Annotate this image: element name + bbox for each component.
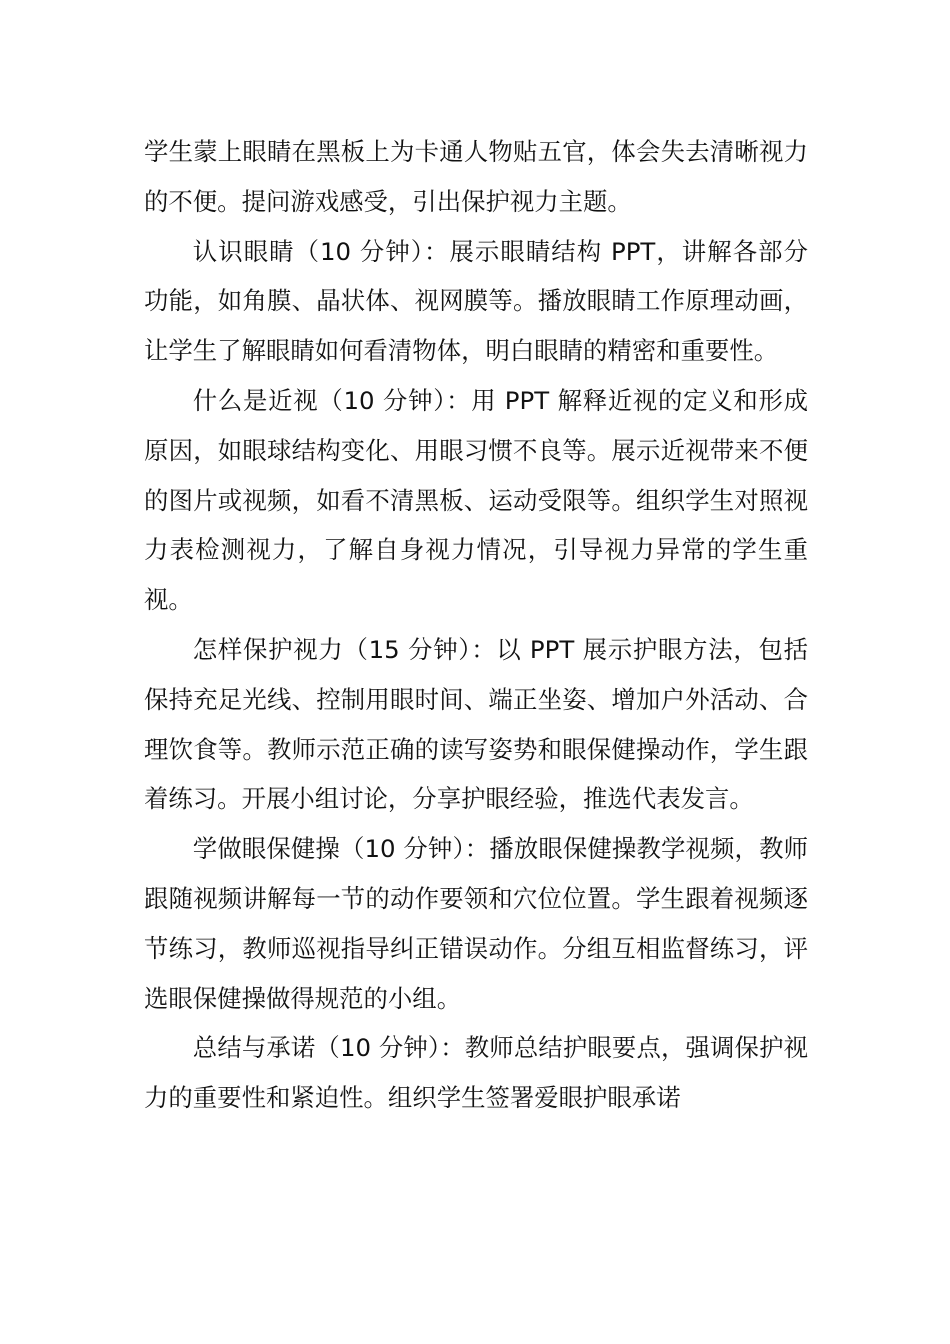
paragraph-summary-pledge: 总结与承诺（10 分钟）：教师总结护眼要点，强调保护视力的重要性和紧迫性。组织学生签署爱眼护眼承诺 <box>144 1033 808 1113</box>
paragraph-what-is-myopia: 什么是近视（10 分钟）：用 PPT 解释近视的定义和形成原因，如眼球结构变化、用眼习惯不良等。展示近视带来不便的图片或视频，如看不清黑板、运动受限等。组织学生对照视力表检测视力，了解自身视力情况，引导视力异常的学生重视。 <box>144 385 808 615</box>
paragraph-game-intro: 学生蒙上眼睛在黑板上为卡通人物贴五官，体会失去清晰视力的不便。提问游戏感受，引出保护视力主题。 <box>144 137 808 216</box>
paragraph-protect-vision: 怎样保护视力（15 分钟）：以 PPT 展示护眼方法，包括保持充足光线、控制用眼时间、端正坐姿、增加户外活动、合理饮食等。教师示范正确的读写姿势和眼保健操动作，学生跟着练习。开展小组讨论，分享护眼经验，推选代表发言。 <box>144 634 808 814</box>
paragraph-know-eyes: 认识眼睛（10 分钟）：展示眼睛结构 PPT，讲解各部分功能，如角膜、晶状体、视网膜等。播放眼睛工作原理动画，让学生了解眼睛如何看清物体，明白眼睛的精密和重要性。 <box>144 236 808 366</box>
paragraph-eye-exercises: 学做眼保健操（10 分钟）：播放眼保健操教学视频，教师跟随视频讲解每一节的动作要领和穴位位置。学生跟着视频逐节练习，教师巡视指导纠正错误动作。分组互相监督练习，评选眼保健操做得规范的小组。 <box>144 834 808 1013</box>
document-body <box>144 127 808 1123</box>
